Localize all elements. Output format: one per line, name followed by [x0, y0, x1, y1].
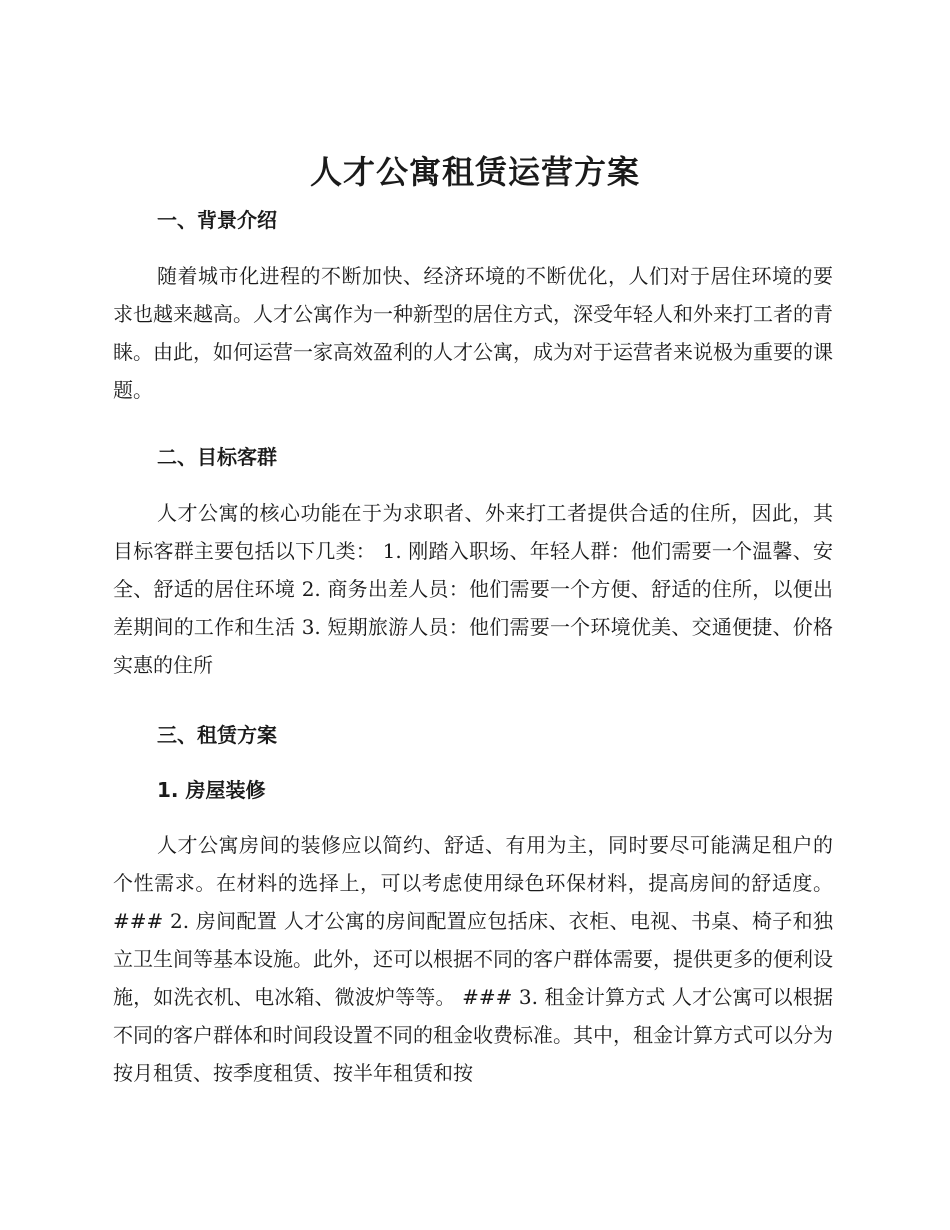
section-body-background: 随着城市化进程的不断加快、经济环境的不断优化，人们对于居住环境的要求也越来越高。人才公寓作为一种新型的居住方式，深受年轻人和外来打工者的青睐。由此，如何运营一家高效盈利的人才公寓，成为对于运营者来说极为重要的课题。: [113, 264, 833, 402]
section-body-target-customers: 人才公寓的核心功能在于为求职者、外来打工者提供合适的住所，因此，其目标客群主要包括以下几类： 1. 刚踏入职场、年轻人群：他们需要一个温馨、安全、舒适的居住环境 2. 商务出差人员：他们需要一个方便、舒适的住所，以便出差期间的工作和生活 3. 短期旅游人员：他们需要一个环境优美、交通便捷、价格实惠的住所: [113, 501, 833, 677]
document-title: 人才公寓租赁运营方案: [309, 153, 640, 191]
section-heading-target-customers: 二、目标客群: [157, 445, 277, 469]
section-heading-background: 一、背景介绍: [157, 208, 277, 232]
subsection-heading-decoration: 1. 房屋装修: [157, 778, 266, 802]
section-body-rental-plan: 人才公寓房间的装修应以简约、舒适、有用为主，同时要尽可能满足租户的个性需求。在材料的选择上，可以考虑使用绿色环保材料，提高房间的舒适度。 ### 2. 房间配置 人才公寓的房间配置应包括床、衣柜、电视、书桌、椅子和独立卫生间等基本设施。此外，还可以根据不同的客户群体需要，提供更多的便利设施，如洗衣机、电冰箱、微波炉等等。 ### 3. 租金计算方式 人才公寓可以根据不同的客户群体和时间段设置不同的租金收费标准。其中，租金计算方式可以分为按月租赁、按季度租赁、按半年租赁和按: [113, 833, 833, 1085]
section-heading-rental-plan: 三、租赁方案: [157, 723, 277, 747]
